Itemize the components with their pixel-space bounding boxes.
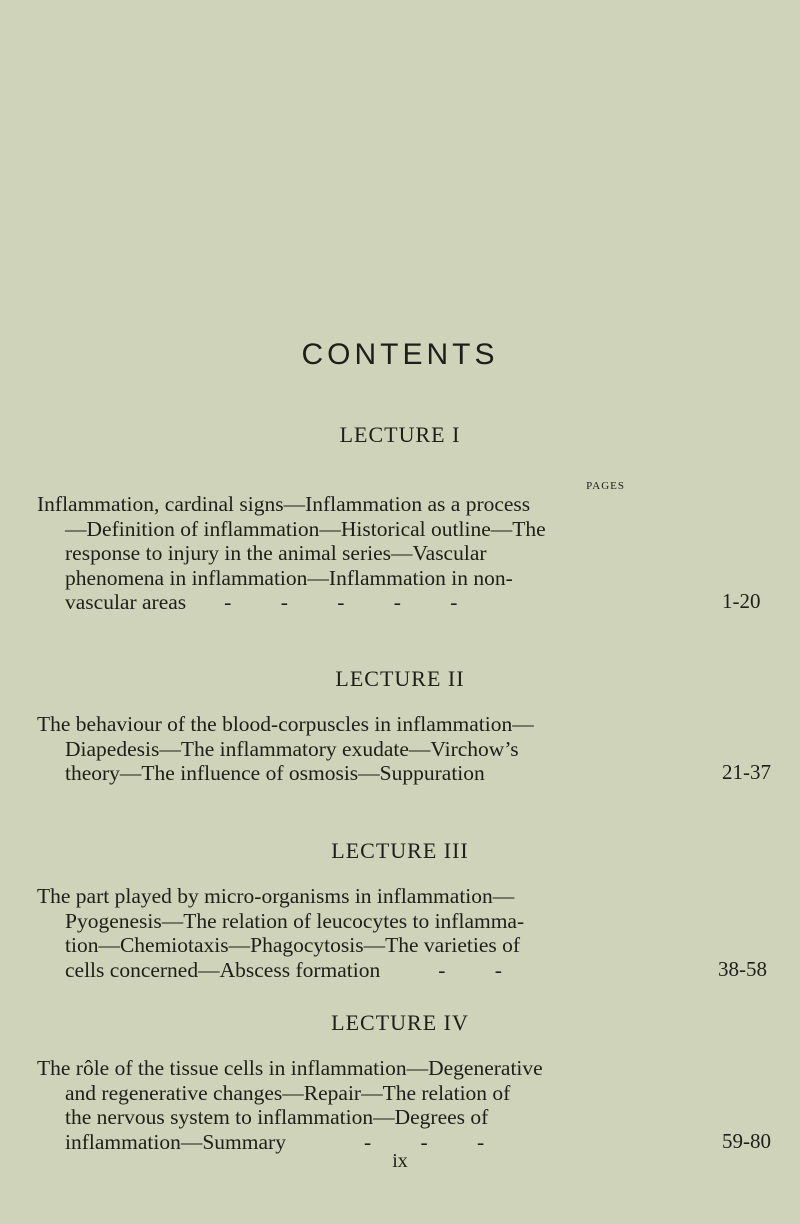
- lecture-4-entry: [37, 1056, 677, 1154]
- lecture-1-entry: [37, 492, 597, 615]
- lecture-2-entry: [37, 712, 637, 786]
- entry-line: The rôle of the tissue cells in inflammation—Degenerative: [37, 1056, 543, 1080]
- entry-line: tion—Chemiotaxis—Phagocytosis—The varieties of: [65, 933, 521, 957]
- entry-line: inflammation—Summary: [65, 1129, 286, 1154]
- entry-line: and regenerative changes—Repair—The relation of: [65, 1080, 511, 1105]
- page-number: ix: [392, 1150, 408, 1172]
- dot-leader: - -: [438, 957, 524, 982]
- dot-leader: - - - - -: [224, 590, 480, 614]
- page-range-3: 38-58: [718, 957, 767, 981]
- pages-column-header: PAGES: [586, 480, 625, 492]
- lecture-heading-3: LECTURE III: [331, 838, 469, 863]
- page-range-2: 21-37: [722, 760, 771, 784]
- entry-line: theory—The influence of osmosis—Suppuration: [65, 761, 485, 785]
- entry-line: Pyogenesis—The relation of leucocytes to inflamma-: [65, 908, 525, 933]
- lecture-heading-2: LECTURE II: [335, 666, 465, 691]
- lecture-heading-1: LECTURE I: [339, 422, 461, 447]
- entry-line: the nervous system to inflammation—Degrees of: [65, 1105, 489, 1129]
- entry-line: phenomena in inflammation—Inflammation in non-: [65, 565, 513, 590]
- entry-line: response to injury in the animal series—Vascular: [65, 541, 487, 565]
- lecture-heading-4: LECTURE IV: [331, 1010, 469, 1035]
- entry-line: Diapedesis—The inflammatory exudate—Virchow’s: [65, 736, 519, 761]
- page-range-1: 1-20: [722, 589, 761, 613]
- entry-line: —Definition of inflammation—Historical outline—The: [65, 516, 546, 541]
- dot-leader: - - -: [363, 1129, 507, 1154]
- entry-line: cells concerned—Abscess formation: [65, 957, 381, 982]
- entry-line: vascular areas: [65, 590, 187, 614]
- page-title: CONTENTS: [301, 338, 499, 371]
- entry-line: The behaviour of the blood-corpuscles in inflammation—: [37, 712, 534, 736]
- page-range-4: 59-80: [722, 1129, 771, 1153]
- entry-line: The part played by micro-organisms in inflammation—: [37, 884, 515, 908]
- lecture-3-entry: [37, 884, 637, 982]
- entry-line: Inflammation, cardinal signs—Inflammation as a process: [37, 492, 531, 516]
